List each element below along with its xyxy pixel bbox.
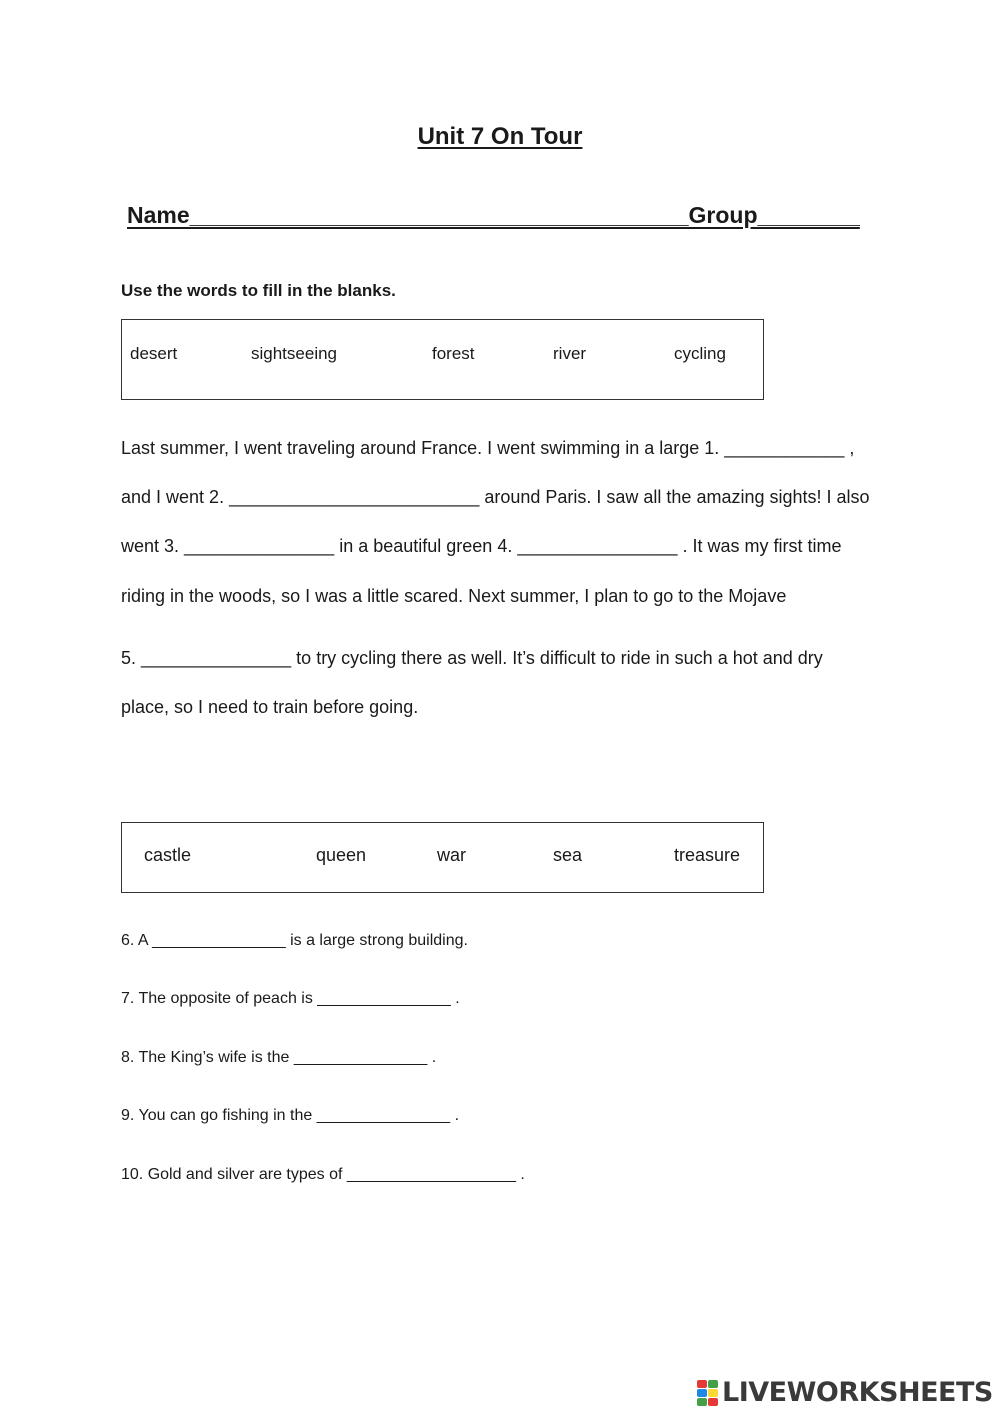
word-bank-2-item: sea: [553, 845, 583, 865]
question-8: 8. The King’s wife is the _______________ .: [121, 1049, 437, 1066]
word-bank-1: [121, 319, 764, 400]
word-bank-2-item: treasure: [674, 845, 741, 865]
name-group-line: Name_______________________________________Group________: [127, 202, 860, 228]
paragraph-line: 5. _______________ to try cycling there as well. It’s difficult to ride in such a hot and dry: [121, 648, 823, 668]
paragraph-line: and I went 2. _________________________ around Paris. I saw all the amazing sights! I also: [121, 487, 870, 507]
word-bank-1-item: cycling: [674, 344, 726, 363]
paragraph-line: place, so I need to train before going.: [121, 697, 419, 717]
paragraph-line: riding in the woods, so I was a little scared. Next summer, I plan to go to the Mojave: [121, 586, 787, 606]
question-10: 10. Gold and silver are types of ___________________ .: [121, 1166, 525, 1183]
paragraph-line: Last summer, I went traveling around France. I went swimming in a large 1. ____________ ,: [121, 438, 855, 458]
word-bank-1-item: river: [553, 344, 587, 363]
liveworksheets-logo-text: LIVEWORKSHEETS: [722, 1376, 993, 1408]
word-bank-1-item: desert: [130, 344, 178, 363]
word-bank-1-item: sightseeing: [251, 344, 338, 363]
word-bank-2-item: war: [437, 845, 467, 865]
question-6: 6. A _______________ is a large strong building.: [121, 932, 468, 949]
liveworksheets-logo: [697, 1376, 993, 1408]
paragraph-line: went 3. _______________ in a beautiful green 4. ________________ . It was my first time: [121, 536, 842, 556]
liveworksheets-logo-icon: [697, 1378, 719, 1406]
word-bank-2: [121, 822, 764, 893]
word-bank-2-item: castle: [144, 845, 192, 865]
instruction-text: Use the words to fill in the blanks.: [121, 281, 396, 300]
question-9: 9. You can go fishing in the _______________ .: [121, 1107, 460, 1124]
word-bank-1-item: forest: [432, 344, 475, 363]
word-bank-2-item: queen: [316, 845, 367, 865]
worksheet-title: Unit 7 On Tour: [417, 123, 583, 150]
question-7: 7. The opposite of peach is _______________ .: [121, 990, 460, 1007]
